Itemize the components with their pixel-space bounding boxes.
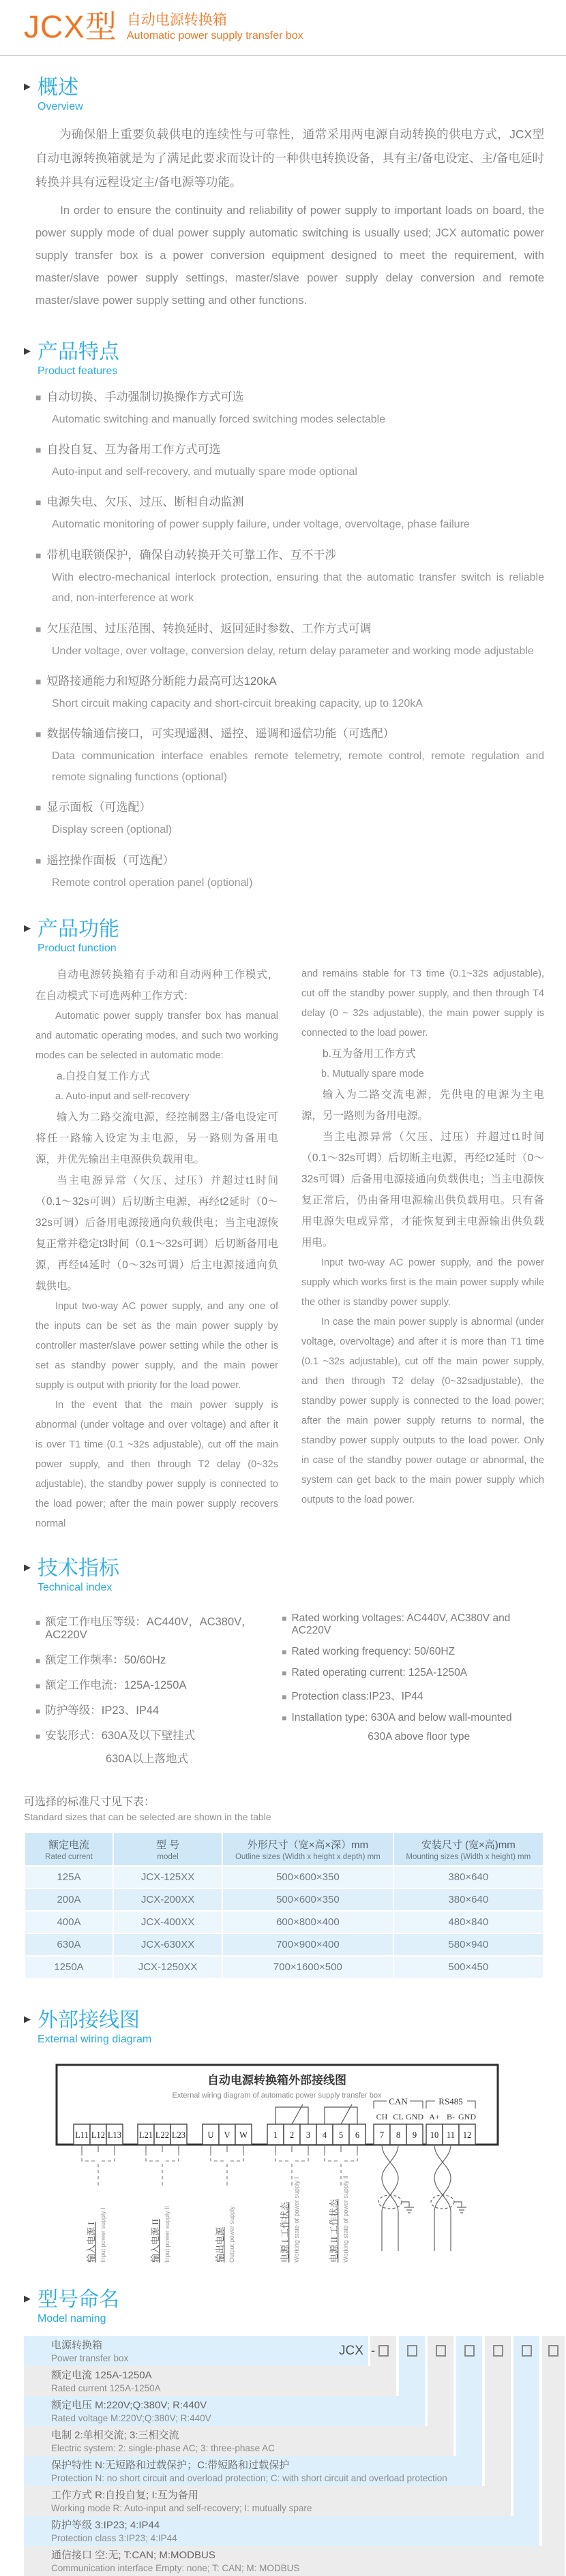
group-label-cn: 输入电源 II xyxy=(150,2218,160,2263)
naming-row-label xyxy=(51,2516,177,2544)
terminal-label: W xyxy=(239,2130,248,2140)
terminal-label: L11 xyxy=(75,2130,89,2140)
model-prefix: JCX xyxy=(339,2343,363,2358)
cell-outline-size: 500×600×350 xyxy=(223,1889,392,1910)
tech-spec: 额定工作电流：125A-1250A xyxy=(45,1678,187,1691)
overview-paragraph-cn: 为确保船上重要负载供电的连续性与可靠性，通常采用两电源自动转换的供电方式，JCX型自动电源转换箱就是为了满足此要求而设计的一种供电转换设备，具有主/备电设定、主/备电延时转换并具有远程设定主/备电源等功能。 xyxy=(35,127,544,189)
bullet-square-icon: ■ xyxy=(35,391,42,403)
diagram-title-en: External wiring diagram of automatic power supply transfer box xyxy=(172,2091,382,2100)
model-dash: - xyxy=(371,2343,375,2357)
feature-cn: 欠压范围、过压范围、转换延时、返回延时参数、工作方式可调 xyxy=(46,622,372,635)
naming-label-cn: 额定电流 125A-1250A xyxy=(51,2369,152,2381)
diagram-title-cn: 自动电源转换箱外部接线图 xyxy=(207,2073,346,2087)
feature-cn: 电源失电、欠压、过压、断相自动监测 xyxy=(46,495,244,509)
table-row xyxy=(25,1889,543,1910)
feature-item xyxy=(35,387,544,430)
bullet-square-icon: ■ xyxy=(35,623,42,634)
tech-spec: 额定工作电压等级：AC440V，AC380V，AC220V xyxy=(45,1615,253,1641)
group-label-en: Input power supply II xyxy=(164,2205,170,2263)
table-row xyxy=(25,1957,543,1978)
feature-en: Data communication interface enables remote telemetry, remote control, remote regulation and remote signaling functions (optional) xyxy=(52,750,544,783)
naming-label-cn: 额定电压 M:220V;Q:380V; R:440V xyxy=(51,2399,207,2411)
terminal-label: 3 xyxy=(306,2130,311,2140)
naming-row-label xyxy=(51,2396,211,2424)
feature-item xyxy=(35,850,544,893)
cell-rated-current: 125A xyxy=(25,1867,113,1888)
cell-model: JCX-1250XX xyxy=(114,1957,222,1978)
group-label-en: Working state of power supply I xyxy=(293,2177,300,2263)
table-row xyxy=(25,1867,543,1888)
table-row xyxy=(25,1912,543,1933)
terminal-label: L12 xyxy=(91,2130,106,2140)
function-paragraph: 自动电源转换箱有手动和自动两种工作模式，在自动模式下可选两种工作方式： xyxy=(35,968,278,1002)
naming-label-cn: 电制 2:单相交流; 3:三相交流 xyxy=(51,2429,179,2441)
naming-label-cn: 通信接口 空:无; T:CAN; M:MODBUS xyxy=(51,2549,215,2561)
naming-heading-cn: 型号命名 xyxy=(38,2288,119,2311)
naming-row-label xyxy=(51,2546,299,2574)
feature-cn: 显示面板（可选配） xyxy=(46,801,151,814)
terminal-label: L23 xyxy=(171,2130,186,2140)
rs485-pin-label: B- xyxy=(447,2111,455,2121)
group-label-cn: 输入电源 I xyxy=(86,2222,96,2263)
bullet-square-icon: ■ xyxy=(35,549,42,561)
terminal-label: 4 xyxy=(322,2130,327,2140)
rs485-pin-label: GND xyxy=(458,2111,476,2121)
naming-label-en: Working mode R: Auto-input and self-recovery; I: mutually spare xyxy=(51,2502,312,2513)
feature-en: With electro-mechanical interlock protection, ensuring that the automatic transfer switch is reliable and, non-interference at work xyxy=(52,571,544,604)
group-label-cn: 输出电源 xyxy=(215,2226,225,2263)
naming-row-label xyxy=(51,2426,275,2454)
technical-right-column xyxy=(282,1604,544,1766)
cell-mounting-size: 380×640 xyxy=(394,1867,543,1888)
section-technical xyxy=(24,1557,544,1979)
code-box-icon xyxy=(378,2345,389,2357)
feature-item xyxy=(35,440,544,482)
wiring-heading-cn: 外部接线图 xyxy=(38,2008,140,2031)
function-paragraph: In case the main power supply is abnormal (under voltage, overvoltage) and after it is more than T1 time (0.1 ~32s adjustable), cut off the main power supply, and then through T2 delay (0~32sadjustable), the standby power supply is connected to the load power; after the main power supply returns to normal, the standby power supply outputs to the load power. Only in case of the standby power outage or abnormal, the system can get back to the main power supply which outputs to the load power. xyxy=(301,1316,544,1505)
overview-heading-en: Overview xyxy=(38,100,83,112)
cell-outline-size: 600×800×400 xyxy=(223,1912,392,1933)
table-header-row xyxy=(25,1833,543,1865)
terminal-label: L21 xyxy=(138,2130,153,2140)
feature-cn: 短路接通能力和短路分断能力最高可达120kA xyxy=(46,674,277,688)
cell-mounting-size: 580×940 xyxy=(394,1934,543,1955)
section-features xyxy=(24,341,544,893)
bullet-square-icon: ■ xyxy=(35,1617,41,1627)
group-brackets xyxy=(82,2152,357,2188)
col-header-outline-sizes: 外形尺寸（宽×高×深）mm Outline sizes (Width x height x depth) mm xyxy=(223,1833,392,1865)
code-column-strip xyxy=(542,2336,565,2576)
function-paragraph: a.自投自复工作方式 xyxy=(57,1070,150,1082)
terminal-label: 1 xyxy=(273,2130,278,2140)
terminal-label: 9 xyxy=(412,2130,417,2140)
can-pin-label: CL xyxy=(393,2111,404,2121)
function-paragraph: 输入为二路交流电源，经控制器主/备电设定可将任一路输入设定为主电源，另一路则为备用电源，并优先输出主电源供负载用电。 xyxy=(35,1111,278,1165)
code-column-strip xyxy=(485,2336,511,2516)
naming-label-en: Electric system: 2: single-phase AC; 3: three-phase AC xyxy=(51,2442,275,2453)
terminal-label: 6 xyxy=(355,2130,360,2140)
naming-label-en: Power transfer box xyxy=(51,2352,129,2363)
bullet-square-icon: ■ xyxy=(282,1613,287,1623)
function-paragraph: 当主电源异常（欠压、过压）并超过t1时间（0.1～32s可调）后切断主电源，再经t2延时（0～32s可调）后备用电源接通向负载供电；当主电源恢复正常并稳定t3时间（0.1～32s可调）后切断备用电源，再经t4延时（0～32s可调）后主电源接通向负载供电。 xyxy=(35,1174,278,1292)
section-naming xyxy=(24,2288,544,2576)
cell-outline-size: 500×600×350 xyxy=(223,1867,392,1888)
code-box-icon xyxy=(407,2345,417,2357)
cell-model: JCX-200XX xyxy=(114,1889,222,1910)
bullet-square-icon: ■ xyxy=(35,802,42,814)
terminal-label: 7 xyxy=(379,2130,385,2140)
naming-label-en: Protection N: no short circuit and overload protection; C: with short circuit and overload protection xyxy=(51,2472,447,2483)
feature-en: Automatic switching and manually forced switching modes selectable xyxy=(52,413,386,425)
function-paragraph: 输入为二路交流电源，先供电的电源为主电源，另一路则为备用电源。 xyxy=(301,1088,544,1122)
product-title-en: Automatic power supply transfer box xyxy=(126,30,303,42)
feature-cn: 自投自复、互为备用工作方式可选 xyxy=(46,442,221,456)
feature-en: Short circuit making capacity and short-circuit breaking capacity, up to 120kA xyxy=(52,697,423,709)
terminal-label: 8 xyxy=(396,2130,401,2140)
feature-item xyxy=(35,492,544,535)
cell-model: JCX-630XX xyxy=(114,1934,222,1955)
tech-spec: Installation type: 630A and below wall-mounted xyxy=(291,1711,512,1723)
section-heading xyxy=(24,2009,544,2046)
bullet-square-icon: ■ xyxy=(35,497,42,508)
terminal-label: V xyxy=(224,2130,230,2140)
arrow-right-icon: ▶ xyxy=(24,1561,31,1572)
code-box-icon xyxy=(493,2345,503,2357)
feature-en: Under voltage, over voltage, conversion delay, return delay parameter and working mode adjustable xyxy=(52,645,534,657)
naming-row-label xyxy=(51,2336,128,2364)
product-model: JCX型 xyxy=(24,9,117,44)
sizes-note-cn: 可选择的标准尺寸见下表： xyxy=(24,1796,155,1808)
product-title-cn: 自动电源转换箱 xyxy=(126,12,227,28)
naming-heading-en: Model naming xyxy=(38,2312,106,2325)
terminal-label: 10 xyxy=(430,2130,439,2140)
feature-item xyxy=(35,797,544,840)
arrow-right-icon: ▶ xyxy=(24,345,31,356)
function-paragraph: Automatic power supply transfer box has manual and automatic operating modes, and such two working modes can be selected in automatic mode: xyxy=(35,1010,278,1061)
bullet-square-icon: ■ xyxy=(35,675,42,687)
can-label: CAN xyxy=(389,2096,408,2106)
model-naming-table xyxy=(24,2336,565,2576)
section-heading xyxy=(24,2288,544,2325)
bullet-square-icon: ■ xyxy=(35,1706,41,1716)
col-header-rated-current: 额定电流 Rated current xyxy=(25,1833,113,1865)
tech-spec: Rated operating current: 125A-1250A xyxy=(291,1666,468,1678)
terminal-label: L22 xyxy=(155,2130,170,2140)
feature-en: Auto-input and self-recovery, and mutually spare mode optional xyxy=(52,465,357,478)
cell-rated-current: 630A xyxy=(25,1934,113,1955)
cell-rated-current: 400A xyxy=(25,1912,113,1933)
col-header-model: 型 号 model xyxy=(114,1833,222,1865)
group-label-en: Output power supply xyxy=(228,2206,235,2263)
sizes-note-en: Standard sizes that can be selected are shown in the table xyxy=(24,1811,271,1822)
group-label-en: Working state of power supply II xyxy=(342,2175,349,2263)
function-paragraph: a. Auto-input and self-recovery xyxy=(55,1090,190,1102)
can-pin-label: CH xyxy=(376,2111,388,2121)
naming-row-label xyxy=(51,2486,312,2514)
function-left-column xyxy=(35,964,278,1534)
code-column-strip xyxy=(456,2336,482,2486)
cell-outline-size: 700×900×400 xyxy=(223,1934,392,1955)
cell-mounting-size: 480×840 xyxy=(394,1912,543,1933)
bullet-square-icon: ■ xyxy=(35,1731,41,1741)
terminal-label: U xyxy=(207,2130,214,2140)
tech-spec-continuation: 630A以上落地式 xyxy=(106,1752,189,1765)
tech-spec: 安装形式：630A及以下壁挂式 xyxy=(45,1729,196,1742)
bullet-square-icon: ■ xyxy=(35,855,42,866)
terminal-label: 2 xyxy=(289,2130,295,2140)
tech-spec: Rated working voltages: AC440V, AC380V and AC220V xyxy=(291,1612,511,1636)
feature-en: Display screen (optional) xyxy=(52,824,173,836)
features-heading-en: Product features xyxy=(38,365,118,377)
naming-label-en: Rated current 125A-1250A xyxy=(51,2382,161,2393)
code-box-icon xyxy=(464,2345,475,2357)
function-paragraph: and remains stable for T3 time (0.1~32s adjustable), cut off the standby power supply, and then through T4 delay (0 ~ 32s adjustable), the main power supply is connected to the load power. xyxy=(301,968,544,1039)
cell-mounting-size: 500×450 xyxy=(394,1957,543,1978)
header-divider xyxy=(0,55,566,56)
arrow-right-icon: ▶ xyxy=(24,2013,31,2024)
features-heading-cn: 产品特点 xyxy=(38,340,119,363)
twisted-pair-cable xyxy=(431,2145,466,2251)
function-right-column xyxy=(301,964,544,1534)
function-paragraph: b.互为备用工作方式 xyxy=(323,1047,416,1060)
cell-mounting-size: 380×640 xyxy=(394,1889,543,1910)
title-block xyxy=(127,10,303,44)
cell-rated-current: 1250A xyxy=(25,1957,113,1978)
section-heading xyxy=(24,918,544,955)
naming-row-label xyxy=(51,2366,161,2394)
function-heading-cn: 产品功能 xyxy=(38,917,119,940)
function-paragraph: 当主电源异常（欠压、过压）并超过t1时间（0.1～32s可调）后切断主电源，再经t2延时（0～32s可调）后备用电源接通向负载供电；当主电源恢复正常后，仍由备用电源输出供负载用电。只有备用电源失电或异常，才能恢复到主电源输出供负载用电。 xyxy=(301,1131,544,1248)
code-box-icon xyxy=(436,2345,446,2357)
feature-item xyxy=(35,619,544,662)
feature-cn: 数据传输通信接口，可实现遥测、遥控、遥调和遥信功能（可选配） xyxy=(46,727,395,741)
bullet-square-icon: ■ xyxy=(282,1646,287,1657)
relay-contact-icon xyxy=(275,2104,357,2124)
rs485-pin-label: A+ xyxy=(429,2111,440,2121)
rs485-label: RS485 xyxy=(438,2096,463,2106)
code-column-strip xyxy=(513,2336,539,2546)
group-label-cn: 电源 I 工作状态 xyxy=(280,2202,290,2263)
bullet-square-icon: ■ xyxy=(282,1668,287,1678)
feature-cn: 带机电联锁保护，确保自动转换开关可靠工作、互不干涉 xyxy=(46,548,337,562)
bullet-square-icon: ■ xyxy=(35,1655,41,1666)
technical-heading-en: Technical index xyxy=(38,1581,113,1593)
naming-row-label xyxy=(51,2456,447,2484)
function-paragraph: Input two-way AC power supply, and any one of the inputs can be set as the main power supply by controller master/slave power setting while the other is set as standby power supply, and the main power supply is output with priority for the load power. xyxy=(35,1300,278,1391)
group-label-cn: 电源 II 工作状态 xyxy=(329,2198,339,2263)
code-box-icon xyxy=(548,2345,558,2357)
feature-item xyxy=(35,671,544,714)
cell-rated-current: 200A xyxy=(25,1889,113,1910)
section-overview xyxy=(24,76,544,312)
feature-item xyxy=(35,545,544,609)
overview-heading-cn: 概述 xyxy=(38,76,78,99)
table-row xyxy=(25,1934,543,1955)
feature-cn: 遥控操作面板（可选配） xyxy=(46,853,175,867)
naming-label-cn: 工作方式 R:自投自复; I:互为备用 xyxy=(51,2489,198,2501)
function-heading-en: Product function xyxy=(38,942,117,954)
naming-label-cn: 防护等级 3:IP23; 4:IP44 xyxy=(51,2519,160,2531)
bullet-square-icon: ■ xyxy=(35,1681,41,1691)
naming-label-cn: 保护特性 N:无短路和过载保护；C:带短路和过载保护 xyxy=(51,2459,290,2471)
bullet-square-icon: ■ xyxy=(35,729,42,740)
wiring-heading-en: External wiring diagram xyxy=(38,2033,152,2045)
feature-en: Remote control operation panel (optional) xyxy=(52,876,253,889)
bullet-square-icon: ■ xyxy=(282,1713,287,1723)
group-ticks xyxy=(82,2145,357,2152)
technical-heading-cn: 技术指标 xyxy=(38,1557,119,1580)
overview-paragraph-en: In order to ensure the continuity and reliability of power supply to important loads on board, the power supply mode of dual power supply automatic switching is usually used; JCX automatic power supply transfer box is a power conversion equipment designed to meet the requirement, with master/slave power supply settings, master/slave power supply delay conversion and remote master/slave power supply setting and other functions. xyxy=(35,204,544,307)
twisted-pair-cable xyxy=(378,2145,414,2251)
tech-spec: Protection class:IP23、IP44 xyxy=(291,1690,423,1702)
arrow-right-icon: ▶ xyxy=(24,922,31,933)
section-heading xyxy=(24,1557,544,1594)
group-label-en: Input power supply I xyxy=(100,2207,106,2263)
function-paragraph: In the event that the main power supply is abnormal (under voltage and over voltage) and after it is over T1 time (0.1 ~32s adjustable), cut off the main power supply, and then through T2 delay (0~32s adjustable), the standby power supply is connected to the load power; after the main power supply recovers normal xyxy=(35,1399,278,1529)
doc-header xyxy=(24,7,544,44)
naming-label-en: Communication interface Empty: none; T: CAN; M: MODBUS xyxy=(51,2562,300,2573)
feature-en: Automatic monitoring of power supply failure, under voltage, overvoltage, phase failure xyxy=(52,519,470,531)
tech-spec: Rated working frequency: 50/60HZ xyxy=(291,1645,455,1657)
cell-model: JCX-400XX xyxy=(114,1912,222,1933)
section-wiring xyxy=(24,2009,544,2268)
naming-label-cn: 电源转换箱 xyxy=(51,2339,103,2351)
arrow-right-icon: ▶ xyxy=(24,80,31,91)
terminal-label: 11 xyxy=(446,2130,456,2140)
cell-outline-size: 700×1600×500 xyxy=(223,1957,392,1978)
can-pin-label: GND xyxy=(406,2111,423,2121)
feature-cn: 自动切换、手动强制切换操作方式可选 xyxy=(46,390,244,403)
function-paragraph: Input two-way AC power supply, and the power supply which works first is the main power supply while the other is standby power supply. xyxy=(301,1257,544,1308)
section-heading xyxy=(24,341,544,378)
code-box-icon xyxy=(522,2345,532,2357)
function-paragraph: b. Mutually spare mode xyxy=(321,1068,424,1079)
bullet-square-icon: ■ xyxy=(35,444,42,455)
feature-item xyxy=(35,724,544,788)
terminal-label: 12 xyxy=(462,2130,472,2140)
naming-label-en: Protection class 3:IP23; 4:IP44 xyxy=(51,2532,177,2543)
tech-spec: 额定工作频率：50/60Hz xyxy=(45,1653,166,1666)
technical-left-column xyxy=(35,1604,268,1766)
terminal-label: L13 xyxy=(107,2130,122,2140)
section-function xyxy=(24,918,544,1534)
cell-model: JCX-125XX xyxy=(114,1867,222,1888)
bullet-square-icon: ■ xyxy=(282,1691,287,1702)
wiring-diagram xyxy=(27,2064,505,2268)
arrow-right-icon: ▶ xyxy=(24,2293,31,2303)
standard-sizes-table xyxy=(24,1832,544,1979)
tech-spec: 防护等级：IP23、IP44 xyxy=(45,1704,160,1717)
section-heading xyxy=(24,76,544,113)
col-header-mounting-sizes: 安装尺寸 (宽×高)mm Mounting sizes (Width x height) mm xyxy=(394,1833,543,1865)
naming-label-en: Rated voltage M:220V;Q:380V; R:440V xyxy=(51,2412,211,2423)
terminal-label: 5 xyxy=(338,2130,344,2140)
tech-spec-continuation: 630A above floor type xyxy=(368,1730,471,1743)
